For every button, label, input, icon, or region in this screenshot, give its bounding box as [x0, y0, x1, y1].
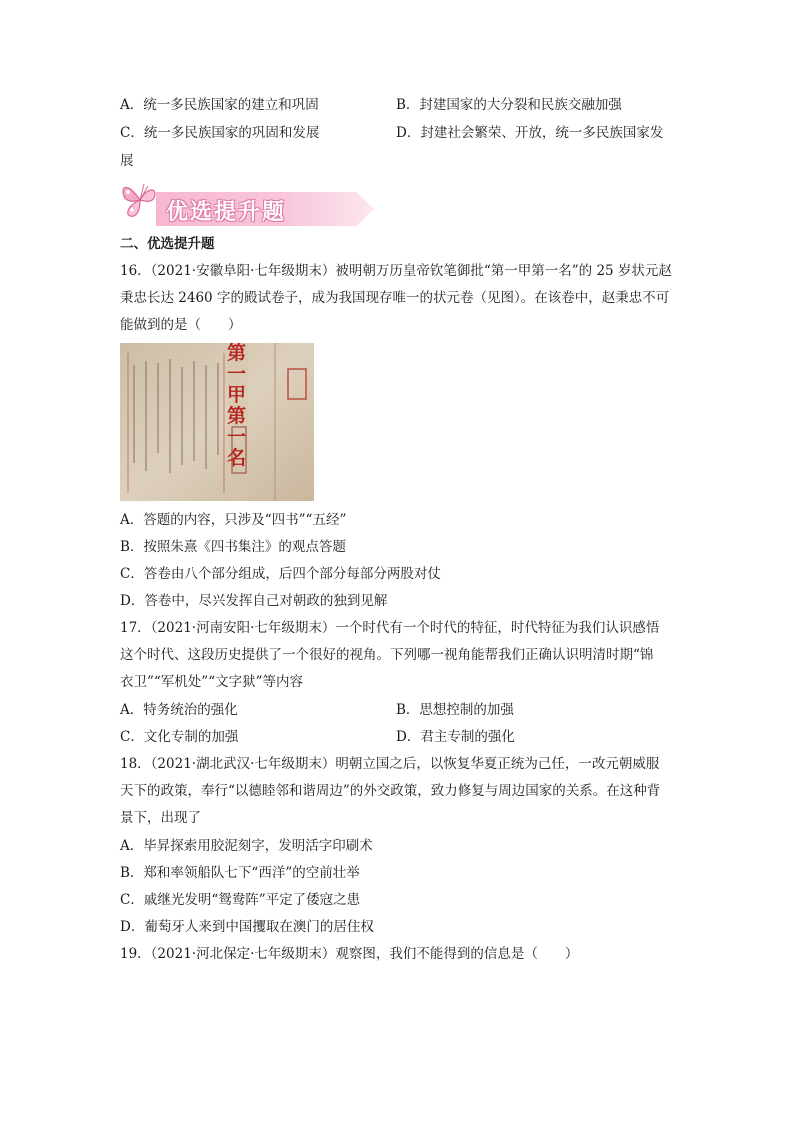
exam-scroll-photo	[120, 343, 314, 501]
q17-stem-line3: 衣卫”“军机处”“文字狱”等内容	[120, 674, 304, 690]
q17-option-d: D．君主专制的强化	[396, 729, 515, 745]
q18-stem-line1: 18．（2021·湖北武汉·七年级期末）明朝立国之后，以恢复华夏正统为己任，一改元朝威服	[120, 756, 660, 772]
q15-option-d-continued: 展	[120, 153, 134, 169]
section-title: 二、优选提升题	[120, 236, 215, 252]
q19-stem-line1: 19．（2021·河北保定·七年级期末）观察图，我们不能得到的信息是（ ）	[120, 946, 579, 962]
q16-option-b: B．按照朱熹《四书集注》的观点答题	[120, 539, 346, 555]
banner-title: 优选提升题	[166, 200, 287, 225]
section-banner	[118, 176, 376, 228]
q18-stem-line3: 景下，出现了	[120, 810, 201, 826]
q15-option-a: A．统一多民族国家的建立和巩固	[120, 97, 319, 113]
q16-stem-line3: 能做到的是（ ）	[120, 317, 242, 333]
q18-option-a: A．毕昇探索用胶泥刻字，发明活字印刷术	[120, 838, 373, 854]
q16-option-a: A．答题的内容，只涉及“四书”“五经”	[120, 512, 347, 528]
q16-stem-line2: 秉忠长达 2460 字的殿试卷子，成为我国现存唯一的状元卷（见图）。在该卷中，赵秉忠不可	[120, 290, 670, 306]
exam-red-characters: 第一甲第一名	[227, 342, 247, 469]
q16-option-c: C．答卷由八个部分组成，后四个部分每部分两股对仗	[120, 566, 441, 582]
q18-option-d: D．葡萄牙人来到中国攫取在澳门的居住权	[120, 919, 374, 935]
q17-option-b: B．思想控制的加强	[396, 702, 514, 718]
q16-option-d: D．答卷中，尽兴发挥自己对朝政的独到见解	[120, 593, 388, 609]
q18-option-b: B．郑和率领船队七下“西洋”的空前壮举	[120, 865, 360, 881]
q16-stem-line1: 16．（2021·安徽阜阳·七年级期末）被明朝万历皇帝钦笔御批“第一甲第一名”的 25 岁状元赵	[120, 263, 672, 279]
q17-stem-line1: 17．（2021·河南安阳·七年级期末）一个时代有一个时代的特征，时代特征为我们认识感悟	[120, 620, 660, 636]
q17-option-c: C．文化专制的加强	[120, 729, 239, 745]
q17-stem-line2: 这个时代、这段历史提供了一个很好的视角。下列哪一视角能帮我们正确认识明清时期“锦	[120, 647, 654, 663]
q15-option-b: B．封建国家的大分裂和民族交融加强	[396, 97, 622, 113]
q15-option-c: C．统一多民族国家的巩固和发展	[120, 125, 320, 141]
q15-option-d: D．封建社会繁荣、开放，统一多民族国家发	[396, 125, 664, 141]
q17-option-a: A．特务统治的强化	[120, 702, 238, 718]
q18-option-c: C．戚继光发明“鸳鸯阵”平定了倭寇之患	[120, 892, 361, 908]
q18-stem-line2: 天下的政策，奉行“以德睦邻和谐周边”的外交政策，致力修复与周边国家的关系。在这种背	[120, 783, 661, 799]
